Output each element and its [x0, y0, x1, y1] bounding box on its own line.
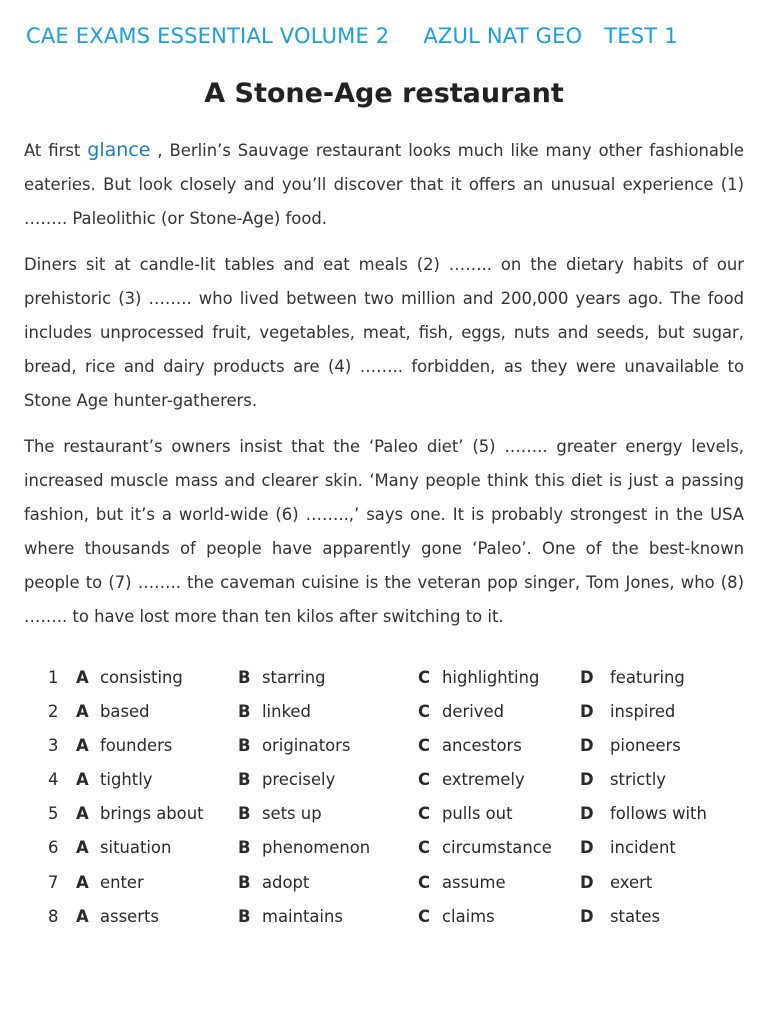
option-letter-c: C — [418, 838, 431, 858]
option-d: inspired — [610, 702, 676, 722]
paragraph-1-start: At first — [24, 141, 88, 160]
option-letter-b: B — [238, 668, 251, 687]
option-letter-d: D — [580, 838, 594, 858]
option-letter-d: D — [580, 906, 594, 926]
option-letter-d: D — [580, 872, 594, 892]
option-letter-a: A — [76, 668, 89, 687]
option-letter-d: D — [580, 804, 594, 824]
question-number: 7 — [48, 872, 59, 892]
option-letter-c: C — [418, 906, 431, 926]
option-c: claims — [442, 906, 495, 926]
option-d: states — [610, 906, 661, 926]
option-a: enter — [100, 872, 144, 892]
option-letter-b: B — [238, 872, 251, 892]
option-b: starring — [262, 668, 326, 687]
option-d: exert — [610, 872, 653, 892]
option-letter-a: A — [76, 906, 89, 926]
option-letter-d: D — [580, 736, 594, 756]
option-letter-d: D — [580, 770, 594, 790]
option-c: pulls out — [442, 804, 513, 824]
header-series: AZUL NAT GEO — [423, 24, 583, 48]
option-b: adopt — [262, 872, 310, 892]
option-b: maintains — [262, 906, 343, 926]
option-b: linked — [262, 702, 311, 722]
option-d: incident — [610, 838, 676, 858]
question-row-2 — [40, 698, 740, 732]
header-test: TEST 1 — [604, 24, 678, 48]
answer-options — [40, 664, 740, 937]
paragraph-1 — [24, 133, 744, 236]
option-a: consisting — [100, 668, 183, 687]
option-letter-c: C — [418, 804, 431, 824]
option-a: tightly — [100, 770, 153, 790]
option-a: asserts — [100, 906, 159, 926]
option-letter-c: C — [418, 736, 431, 756]
option-d: pioneers — [610, 736, 681, 756]
paragraph-1-rest: , Berlin’s Sauvage restaurant looks much like many other fashionable eateries. But look closely and you’ll discover that it offers an unusual experience (1) …….. Paleolithic (or Stone-Age) food. — [24, 141, 744, 228]
question-number: 1 — [48, 668, 59, 687]
paragraph-2: Diners sit at candle-lit tables and eat meals (2) …….. on the dietary habits of our prehistoric (3) …….. who lived between two million and 200,000 years ago. The food includes unprocessed fruit, vegetables, meat, fish, eggs, nuts and seeds, but sugar, bread, rice and dairy products are (4) …….. forbidden, as they were unavailable to Stone Age hunter-gatherers. — [24, 255, 744, 410]
option-c: derived — [442, 702, 504, 722]
option-letter-a: A — [76, 872, 89, 892]
option-letter-c: C — [418, 702, 431, 722]
option-b: precisely — [262, 770, 336, 790]
question-row-5 — [40, 800, 740, 834]
option-letter-b: B — [238, 702, 251, 722]
option-letter-b: B — [238, 736, 251, 756]
highlighted-word: glance — [87, 139, 151, 161]
option-c: highlighting — [442, 668, 540, 687]
option-letter-a: A — [76, 770, 89, 790]
option-letter-a: A — [76, 804, 89, 824]
option-b: phenomenon — [262, 838, 371, 858]
option-letter-c: C — [418, 668, 431, 687]
paragraph-3: The restaurant’s owners insist that the ‘Paleo diet’ (5) …….. greater energy levels, increased muscle mass and clearer skin. ‘Many people think this diet is just a passing fashion, but it’s a world-wide (6) ……..,’ says one. It is probably strongest in the USA where thousands of people have apparently gone ‘Paleo’. One of the best-known people to (7) …….. the caveman cuisine is the veteran pop singer, Tom Jones, who (8) …….. to have lost more than ten kilos after switching to it. — [24, 437, 744, 626]
option-d: featuring — [610, 668, 685, 687]
article-title: A Stone-Age restaurant — [204, 78, 564, 109]
option-letter-b: B — [238, 906, 251, 926]
question-row-6 — [40, 834, 740, 868]
option-c: ancestors — [442, 736, 522, 756]
option-d: follows with — [610, 804, 707, 824]
question-row-7 — [40, 869, 740, 903]
reading-passage — [24, 133, 744, 646]
question-row-1 — [40, 664, 740, 698]
option-letter-d: D — [580, 668, 594, 687]
question-number: 8 — [48, 906, 59, 926]
question-row-8 — [40, 903, 740, 937]
question-number: 2 — [48, 702, 59, 722]
option-a: brings about — [100, 804, 204, 824]
option-letter-b: B — [238, 770, 251, 790]
option-letter-a: A — [76, 702, 89, 722]
header-course: CAE EXAMS ESSENTIAL VOLUME 2 — [26, 24, 390, 48]
option-b: sets up — [262, 804, 322, 824]
option-c: assume — [442, 872, 506, 892]
question-number: 5 — [48, 804, 59, 824]
option-letter-a: A — [76, 838, 89, 858]
option-a: situation — [100, 838, 172, 858]
question-number: 4 — [48, 770, 59, 790]
option-a: based — [100, 702, 150, 722]
option-letter-c: C — [418, 872, 431, 892]
option-b: originators — [262, 736, 351, 756]
option-letter-d: D — [580, 702, 594, 722]
option-letter-b: B — [238, 804, 251, 824]
option-d: strictly — [610, 770, 666, 790]
option-letter-b: B — [238, 838, 251, 858]
option-letter-a: A — [76, 736, 89, 756]
option-c: extremely — [442, 770, 525, 790]
question-number: 6 — [48, 838, 59, 858]
document-header — [26, 24, 756, 48]
question-row-3 — [40, 732, 740, 766]
option-a: founders — [100, 736, 173, 756]
option-c: circumstance — [442, 838, 552, 858]
question-number: 3 — [48, 736, 59, 756]
option-letter-c: C — [418, 770, 431, 790]
question-row-4 — [40, 766, 740, 800]
